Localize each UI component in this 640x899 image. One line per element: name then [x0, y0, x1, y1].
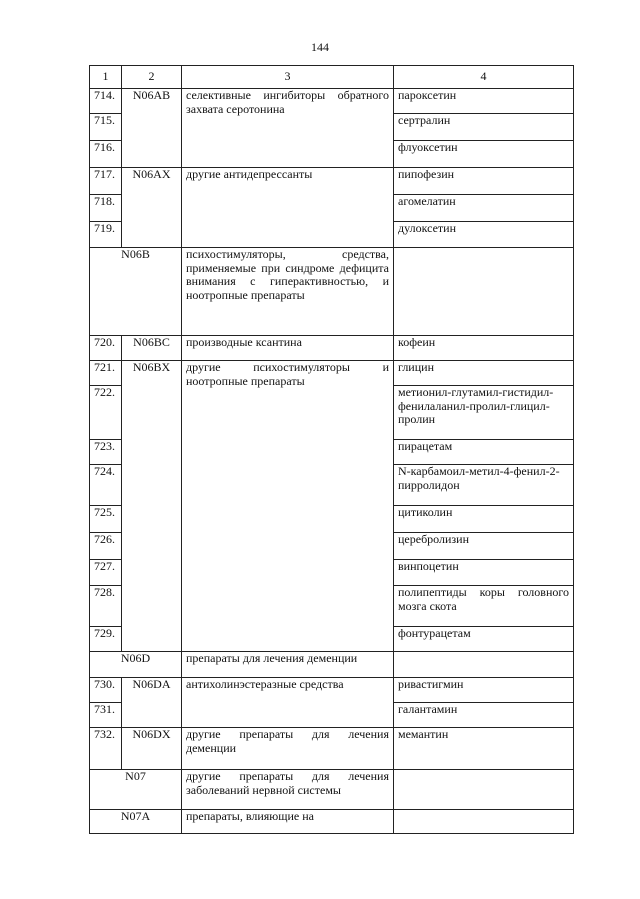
- drug-name: кофеин: [394, 336, 574, 361]
- group-row: [90, 248, 574, 336]
- row-number: 724.: [90, 465, 122, 506]
- row-number: 731.: [90, 703, 122, 728]
- drug-name-empty: [394, 652, 574, 678]
- drug-name: агомелатин: [394, 195, 574, 222]
- drug-name: цитиколин: [394, 506, 574, 533]
- atc-code: N06BC: [122, 336, 182, 361]
- drug-name-empty: [394, 248, 574, 336]
- group-description: препараты для лечения деменции: [182, 652, 394, 678]
- group-description: антихолинэстеразные средства: [182, 678, 394, 728]
- group-description: селективные ингибиторы обратного захвата серотонина: [182, 89, 394, 168]
- row-number: 728.: [90, 586, 122, 627]
- drug-name: церебролизин: [394, 533, 574, 560]
- group-description: препараты, влияющие на: [182, 810, 394, 834]
- group-description: производные ксантина: [182, 336, 394, 361]
- drug-name: флуоксетин: [394, 141, 574, 168]
- table-row: [90, 728, 574, 770]
- row-number: 716.: [90, 141, 122, 168]
- group-description: психостимуляторы, средства, применяемые при синдроме дефицита внимания с гиперактивностью, и ноотропные препараты: [182, 248, 394, 336]
- group-description: другие психостимуляторы и ноотропные препараты: [182, 361, 394, 652]
- drug-name: метионил-глутамил-гистидил-фенилаланил-пролил-глицил-пролин: [394, 386, 574, 440]
- row-number: 722.: [90, 386, 122, 440]
- table-row: [90, 336, 574, 361]
- drug-name: ривастигмин: [394, 678, 574, 703]
- table-row: [90, 361, 574, 386]
- atc-code: N06AB: [122, 89, 182, 168]
- drug-name-empty: [394, 810, 574, 834]
- drug-name: пароксетин: [394, 89, 574, 114]
- atc-code: N06AX: [122, 168, 182, 248]
- group-description: другие антидепрессанты: [182, 168, 394, 248]
- group-row: [90, 810, 574, 834]
- drug-name-empty: [394, 770, 574, 810]
- group-row: [90, 770, 574, 810]
- drug-name: пипофезин: [394, 168, 574, 195]
- drug-name: N-карбамоил-метил-4-фенил-2-пирролидон: [394, 465, 574, 506]
- row-number: 730.: [90, 678, 122, 703]
- drug-name: глицин: [394, 361, 574, 386]
- atc-code: N06DA: [122, 678, 182, 728]
- drug-name: галантамин: [394, 703, 574, 728]
- drug-name: сертралин: [394, 114, 574, 141]
- table-row: [90, 89, 574, 114]
- table-row: [90, 678, 574, 703]
- header-col-3: 3: [182, 66, 394, 89]
- row-number: 725.: [90, 506, 122, 533]
- row-number: 721.: [90, 361, 122, 386]
- atc-code: N07: [90, 770, 182, 810]
- row-number: 717.: [90, 168, 122, 195]
- page-number: 144: [311, 40, 329, 54]
- row-number: 723.: [90, 440, 122, 465]
- drug-name: мемантин: [394, 728, 574, 770]
- header-col-2: 2: [122, 66, 182, 89]
- atc-code: N06BX: [122, 361, 182, 652]
- atc-code: N06DX: [122, 728, 182, 770]
- header-row: [90, 66, 574, 89]
- group-row: [90, 652, 574, 678]
- row-number: 715.: [90, 114, 122, 141]
- drug-name: фонтурацетам: [394, 627, 574, 652]
- atc-code: N06D: [90, 652, 182, 678]
- header-col-4: 4: [394, 66, 574, 89]
- atc-code: N07A: [90, 810, 182, 834]
- row-number: 729.: [90, 627, 122, 652]
- table-row: [90, 168, 574, 195]
- drug-name: винпоцетин: [394, 560, 574, 586]
- drug-name: дулоксетин: [394, 222, 574, 248]
- row-number: 732.: [90, 728, 122, 770]
- row-number: 719.: [90, 222, 122, 248]
- drug-table: [89, 65, 574, 834]
- group-description: другие препараты для лечения заболеваний нервной системы: [182, 770, 394, 810]
- header-col-1: 1: [90, 66, 122, 89]
- drug-name: пирацетам: [394, 440, 574, 465]
- drug-name: полипептиды коры головного мозга скота: [394, 586, 574, 627]
- row-number: 714.: [90, 89, 122, 114]
- row-number: 727.: [90, 560, 122, 586]
- group-description: другие препараты для лечения деменции: [182, 728, 394, 770]
- atc-code: N06B: [90, 248, 182, 336]
- row-number: 720.: [90, 336, 122, 361]
- row-number: 718.: [90, 195, 122, 222]
- row-number: 726.: [90, 533, 122, 560]
